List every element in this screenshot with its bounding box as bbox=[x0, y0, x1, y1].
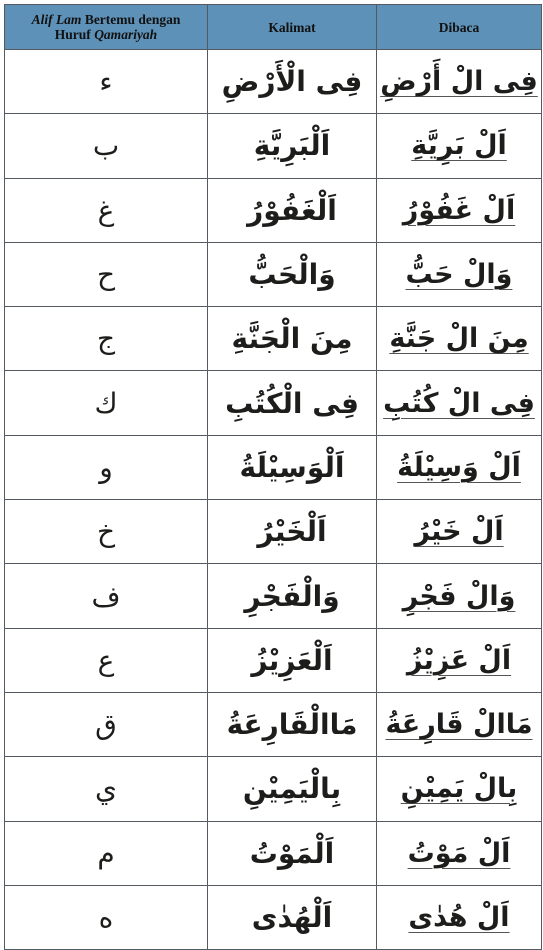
dibaca-cell bbox=[377, 628, 542, 692]
kalimat-cell: اَلْمَوْتُ bbox=[208, 821, 377, 885]
dibaca-cell bbox=[377, 435, 542, 499]
dibaca-cell bbox=[377, 692, 542, 756]
table-row bbox=[5, 628, 542, 692]
kalimat-cell: اَلْغَفُوْرُ bbox=[208, 178, 377, 242]
header-row bbox=[5, 5, 542, 50]
dibaca-text: اَلْ مَوْتُ bbox=[407, 837, 511, 869]
table-row bbox=[5, 564, 542, 628]
table-row bbox=[5, 307, 542, 371]
qamariyah-table bbox=[4, 4, 542, 950]
dibaca-text: فِى الْ كُتُبِ bbox=[383, 387, 535, 419]
dibaca-cell bbox=[377, 821, 542, 885]
huruf-cell: ه bbox=[5, 885, 208, 949]
huruf-cell: ع bbox=[5, 628, 208, 692]
dibaca-cell bbox=[377, 500, 542, 564]
huruf-cell: ج bbox=[5, 307, 208, 371]
dibaca-text: مِنَ الْ جَنَّةِ bbox=[389, 323, 529, 355]
dibaca-cell bbox=[377, 50, 542, 114]
table-row bbox=[5, 757, 542, 821]
dibaca-text: وَالْ حَبُّ bbox=[405, 259, 513, 291]
huruf-cell: ق bbox=[5, 692, 208, 756]
header-bertemu-dengan: Bertemu dengan bbox=[81, 12, 181, 27]
table-row bbox=[5, 885, 542, 949]
kalimat-cell: اَلْبَرِيَّةِ bbox=[208, 114, 377, 178]
dibaca-text: وَالْ فَجْرِ bbox=[402, 580, 516, 612]
dibaca-text: اَلْ هُدٰى bbox=[408, 902, 510, 933]
dibaca-text: مَاالْ قَارِعَةُ bbox=[385, 709, 533, 741]
huruf-cell: غ bbox=[5, 178, 208, 242]
dibaca-cell bbox=[377, 757, 542, 821]
kalimat-cell: مِنَ الْجَنَّةِ bbox=[208, 307, 377, 371]
table-row bbox=[5, 114, 542, 178]
dibaca-text: اَلْ غَفُوْرُ bbox=[402, 194, 516, 226]
huruf-cell: ب bbox=[5, 114, 208, 178]
kalimat-cell: اَلْعَزِيْزُ bbox=[208, 628, 377, 692]
kalimat-cell: بِالْيَمِيْنِ bbox=[208, 757, 377, 821]
table-row bbox=[5, 435, 542, 499]
table-row bbox=[5, 178, 542, 242]
dibaca-text: بِالْ يَمِيْنِ bbox=[400, 773, 518, 805]
kalimat-cell: مَاالْقَارِعَةُ bbox=[208, 692, 377, 756]
header-qamariyah: Qamariyah bbox=[94, 27, 158, 42]
huruf-cell: م bbox=[5, 821, 208, 885]
huruf-cell: ح bbox=[5, 242, 208, 306]
table-row bbox=[5, 242, 542, 306]
kalimat-cell: فِى الْأَرْضِ bbox=[208, 50, 377, 114]
table-row bbox=[5, 500, 542, 564]
table-row bbox=[5, 371, 542, 435]
dibaca-cell bbox=[377, 371, 542, 435]
table-body bbox=[5, 50, 542, 950]
huruf-cell: و bbox=[5, 435, 208, 499]
dibaca-cell bbox=[377, 885, 542, 949]
dibaca-text: فِى الْ أَرْضِ bbox=[380, 66, 538, 98]
dibaca-cell bbox=[377, 114, 542, 178]
table-row bbox=[5, 821, 542, 885]
kalimat-cell: فِى الْكُتُبِ bbox=[208, 371, 377, 435]
kalimat-cell: اَلْوَسِيْلَةُ bbox=[208, 435, 377, 499]
kalimat-cell: اَلْخَيْرُ bbox=[208, 500, 377, 564]
dibaca-text: اَلْ وَسِيْلَةُ bbox=[397, 451, 521, 483]
dibaca-cell bbox=[377, 178, 542, 242]
header-alif-lam: Alif Lam bbox=[31, 12, 82, 27]
dibaca-text: اَلْ عَزِيْزُ bbox=[406, 644, 512, 676]
table-row bbox=[5, 50, 542, 114]
huruf-cell: ء bbox=[5, 50, 208, 114]
dibaca-text: اَلْ بَرِيَّةِ bbox=[411, 130, 507, 162]
dibaca-cell bbox=[377, 564, 542, 628]
header-dibaca: Dibaca bbox=[377, 5, 542, 50]
dibaca-text: اَلْ خَيْرُ bbox=[414, 516, 504, 548]
kalimat-cell: وَالْفَجْرِ bbox=[208, 564, 377, 628]
huruf-cell: ف bbox=[5, 564, 208, 628]
kalimat-cell: وَالْحَبُّ bbox=[208, 242, 377, 306]
dibaca-cell bbox=[377, 242, 542, 306]
table-row bbox=[5, 692, 542, 756]
header-huruf-word: Huruf bbox=[54, 27, 95, 42]
kalimat-cell: اَلْهُدٰى bbox=[208, 885, 377, 949]
header-kalimat: Kalimat bbox=[208, 5, 377, 50]
huruf-cell: ك bbox=[5, 371, 208, 435]
dibaca-cell bbox=[377, 307, 542, 371]
huruf-cell: ي bbox=[5, 757, 208, 821]
huruf-cell: خ bbox=[5, 500, 208, 564]
header-huruf bbox=[5, 5, 208, 50]
